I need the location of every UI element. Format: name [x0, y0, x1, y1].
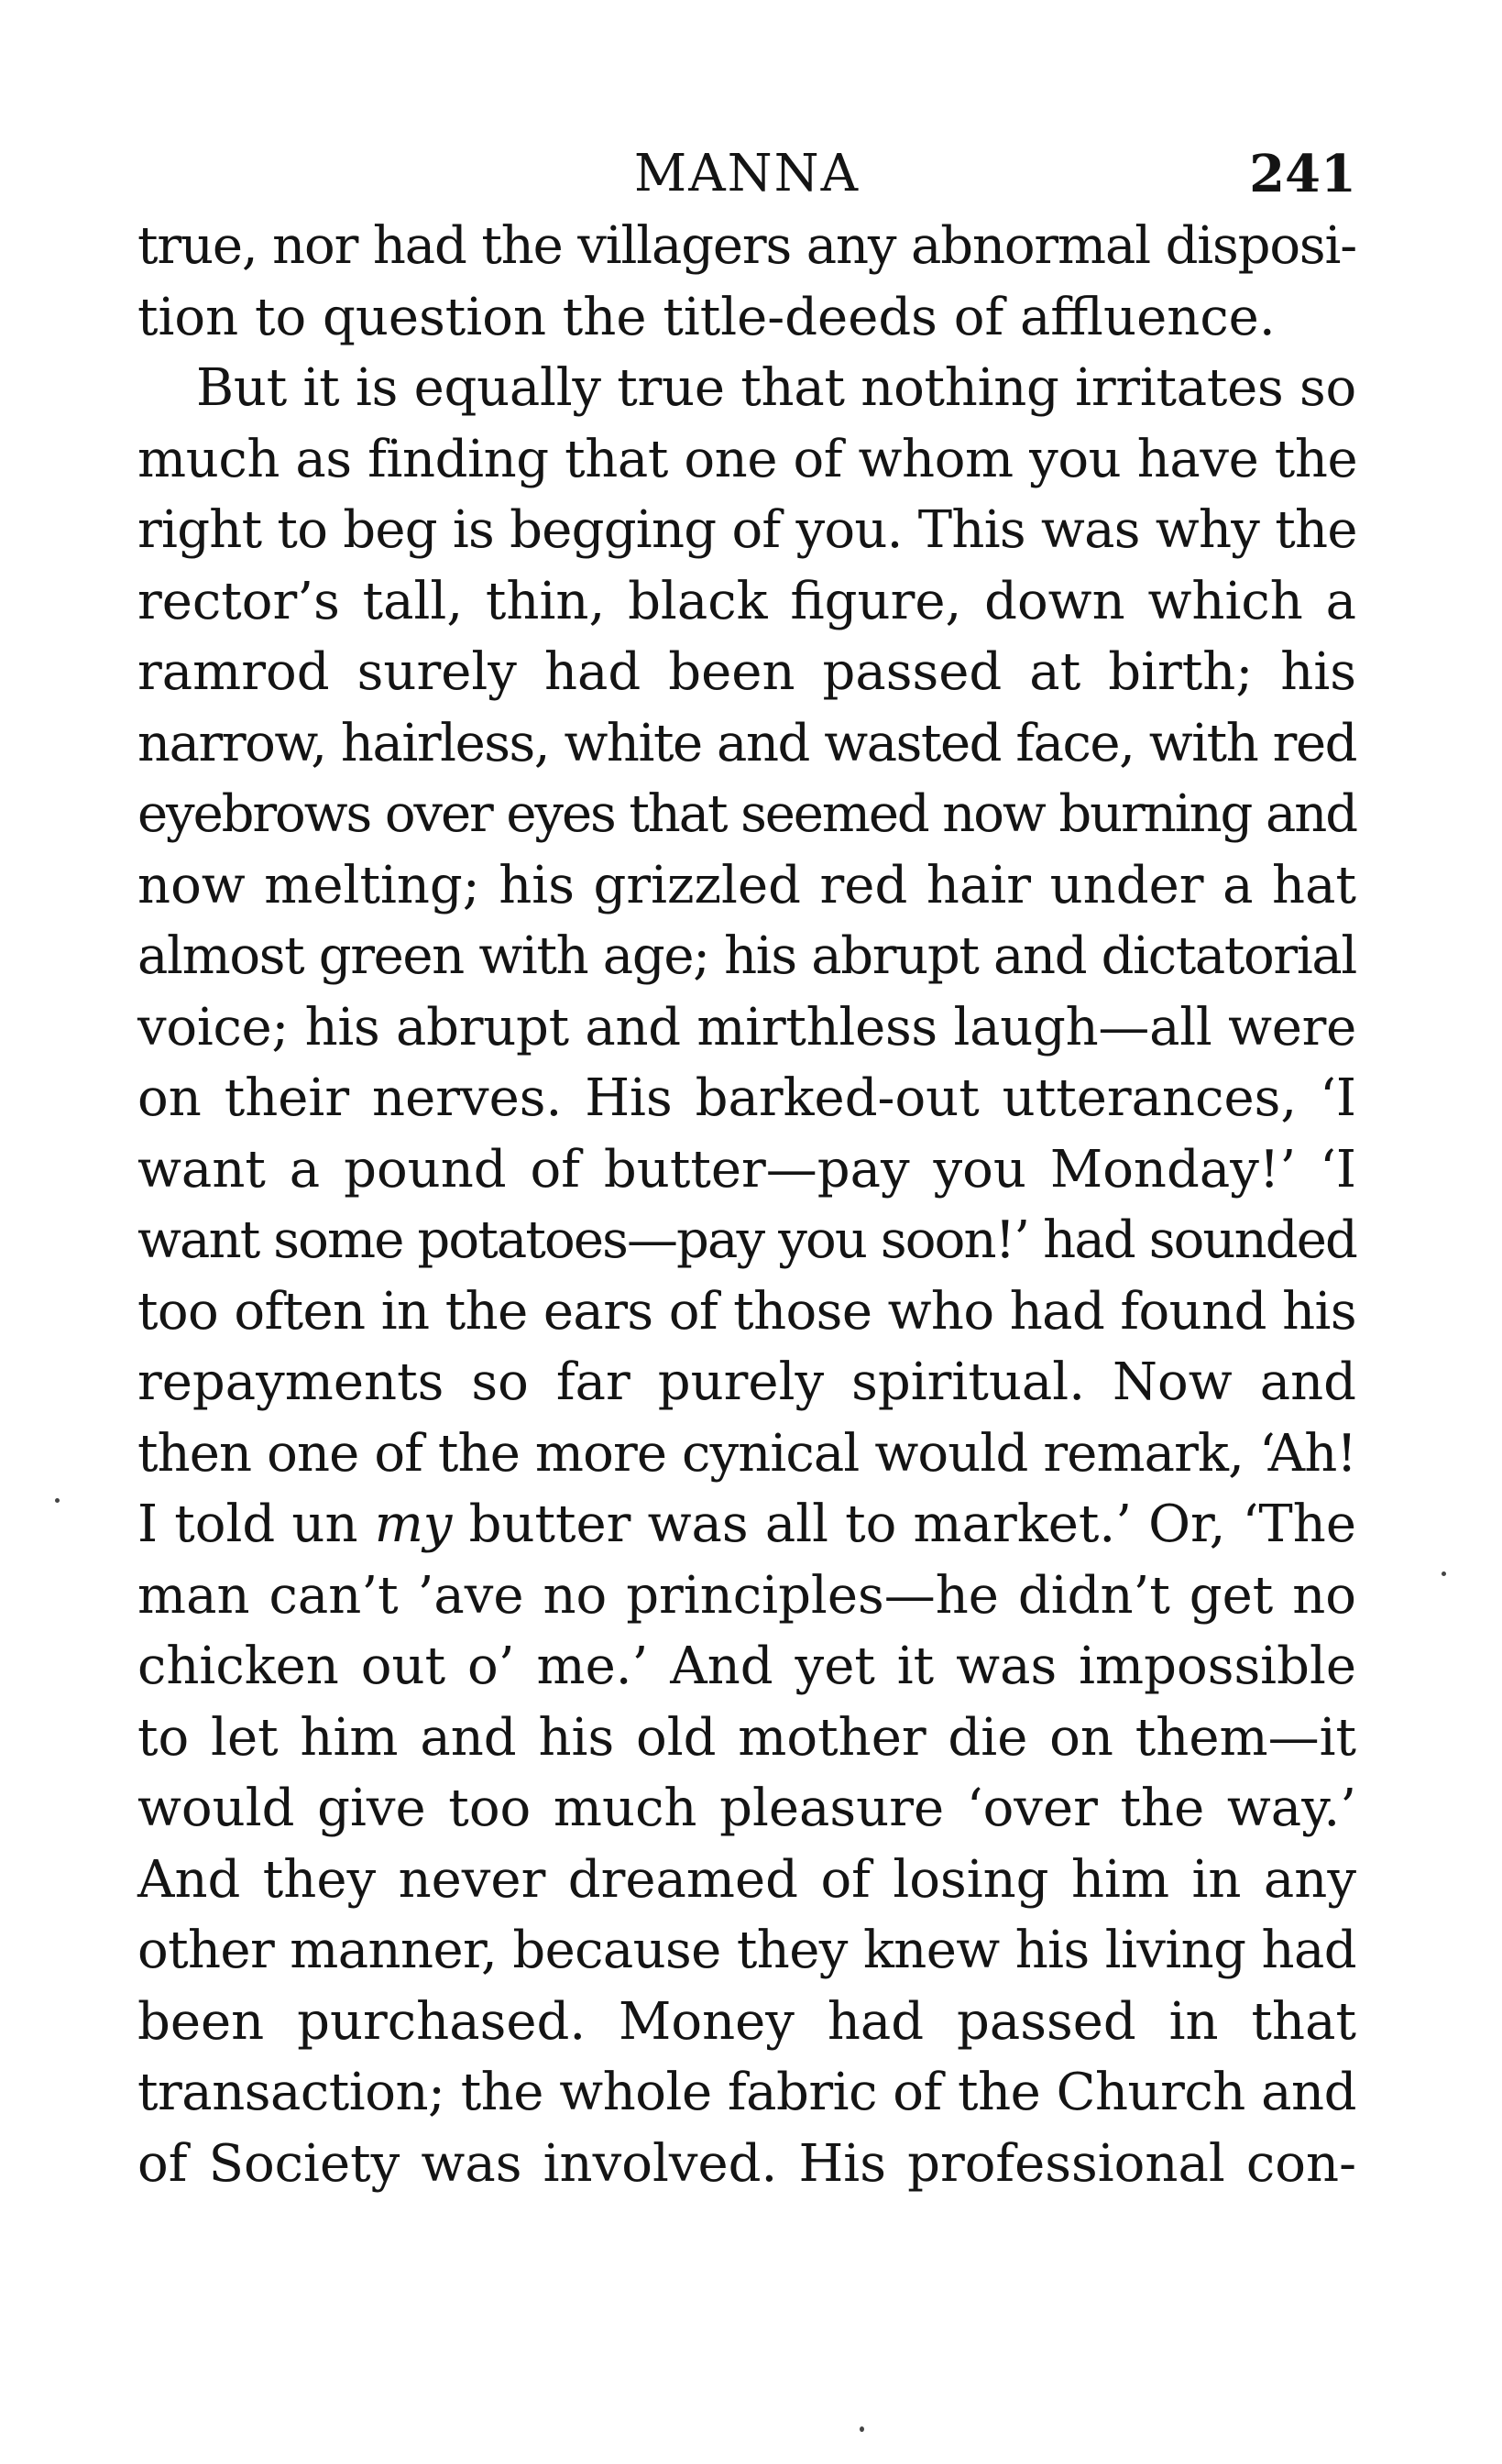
text-line: much as finding that one of whom you have the: [137, 429, 1358, 489]
page-number: 241: [1249, 144, 1356, 204]
text-line: repayments so far purely spiritual. Now and: [137, 1352, 1356, 1412]
text-line: ramrod surely had been passed at birth; his: [137, 642, 1356, 702]
text-line: And they never dreamed of losing him in any: [137, 1849, 1356, 1910]
text-line: true, nor had the villagers any abnormal disposi-: [137, 216, 1356, 276]
text-line: voice; his abrupt and mirthless laugh—all were: [137, 997, 1356, 1057]
speck: [860, 2426, 864, 2432]
text-line: narrow, hairless, white and wasted face, with red: [137, 713, 1357, 773]
text-line: rector’s tall, thin, black figure, down which a: [137, 571, 1356, 631]
speck: [55, 1498, 60, 1503]
text-line: been purchased. Money had passed in that: [137, 1991, 1356, 2052]
text-line: man can’t ’ave no principles—he didn’t get no: [137, 1565, 1356, 1626]
text-line: now melting; his grizzled red hair under a hat: [137, 855, 1356, 915]
running-head: [137, 137, 1356, 211]
text-line: want a pound of butter—pay you Monday!’ ‘I: [137, 1139, 1356, 1199]
text-line: would give too much pleasure ‘over the way.’: [137, 1779, 1356, 1838]
italic-word: my: [374, 1495, 453, 1554]
text-line: other manner, because they knew his living had: [137, 1921, 1356, 1980]
text-line: chicken out o’ me.’ And yet it was impossible: [137, 1637, 1356, 1696]
body-text: [137, 211, 1356, 2199]
text-line: tion to question the title-deeds of affluence.: [137, 287, 1276, 347]
text-line: then one of the more cynical would remark, ‘Ah!: [137, 1423, 1356, 1484]
running-title: MANNA: [633, 144, 861, 203]
text-line: transaction; the whole fabric of the Church and: [137, 2063, 1356, 2122]
text-line: But it is equally true that nothing irritates so: [196, 358, 1356, 418]
text-line: eyebrows over eyes that seemed now burning and: [137, 784, 1356, 844]
text-line: on their nerves. His barked-out utterances, ‘I: [137, 1068, 1356, 1128]
speck: [1442, 1571, 1446, 1576]
text-line: right to beg is begging of you. This was why the: [137, 500, 1357, 560]
text-line: almost green with age; his abrupt and dictatorial: [137, 926, 1356, 986]
text-line: of Society was involved. His professional con-: [137, 2133, 1356, 2194]
text-line: I told un my butter was all to market.’ Or, ‘The: [137, 1495, 1356, 1554]
text-line: to let him and his old mother die on them—it: [137, 1707, 1356, 1768]
book-page: [137, 137, 1356, 2337]
text-line: want some potatoes—pay you soon!’ had sounded: [137, 1210, 1356, 1270]
text-line: too often in the ears of those who had found his: [137, 1281, 1356, 1342]
